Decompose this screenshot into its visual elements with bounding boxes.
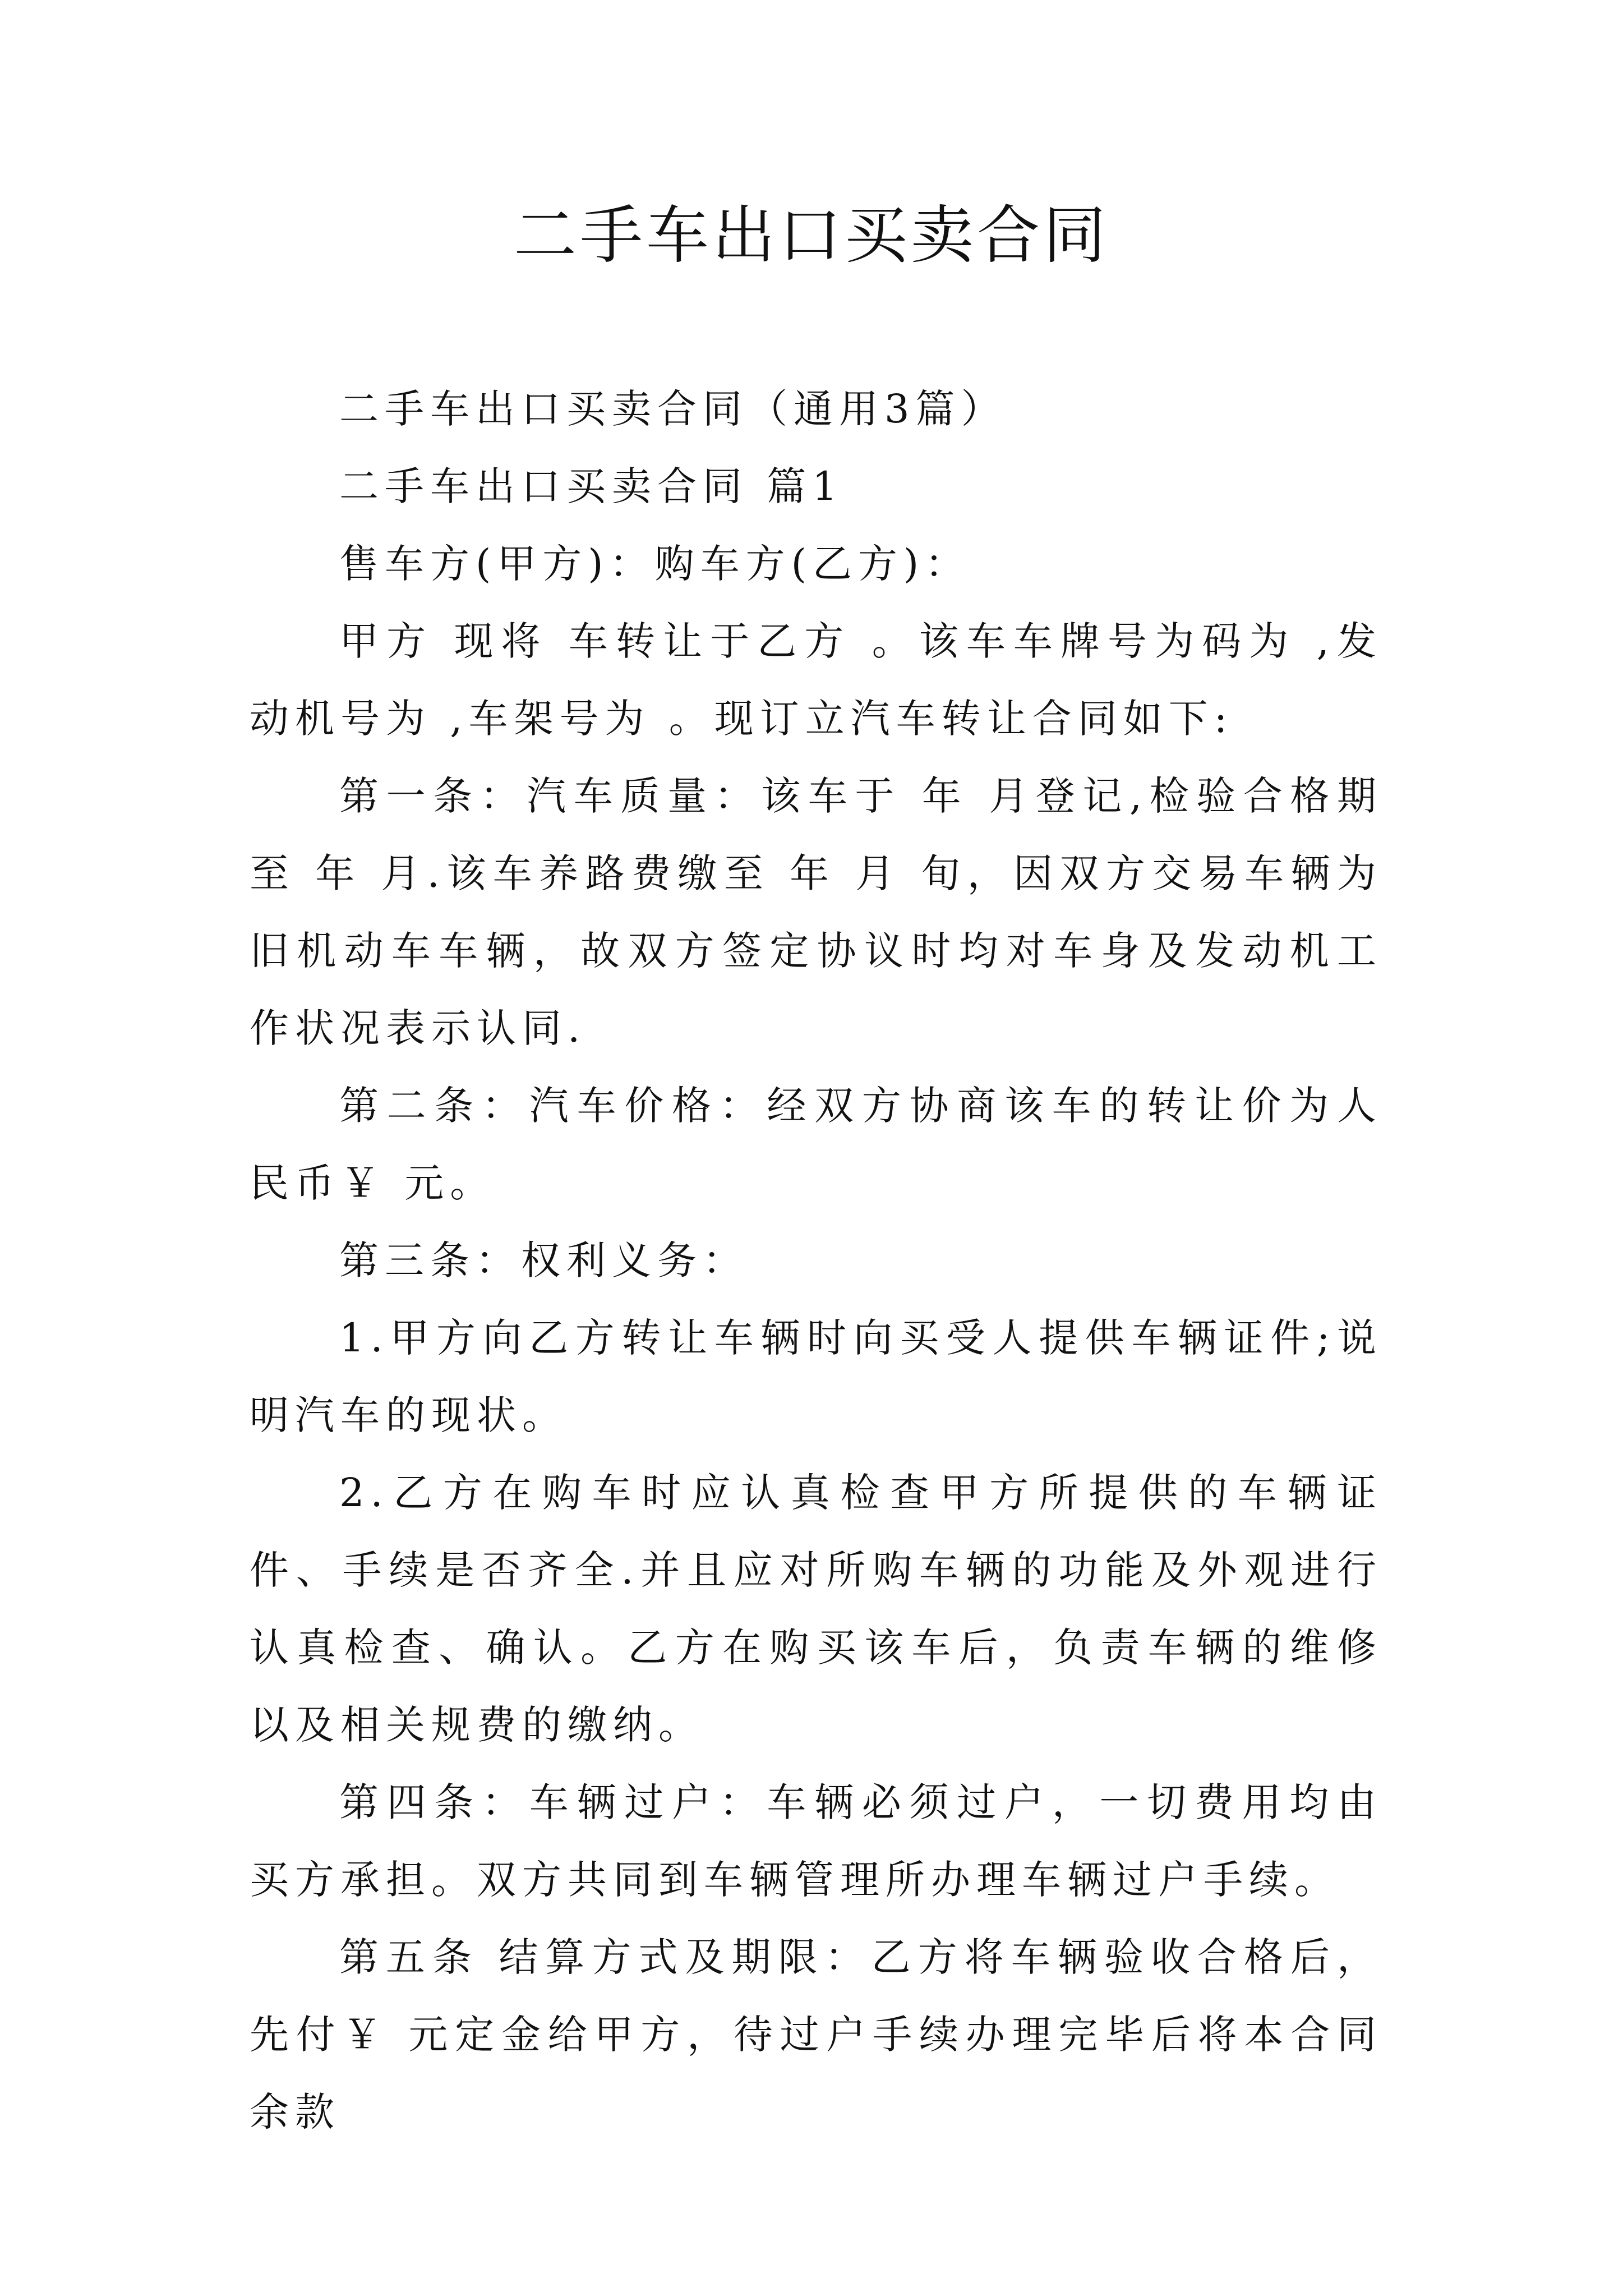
paragraph-item-2: 2.乙方在购车时应认真检查甲方所提供的车辆证件、手续是否齐全.并且应对所购车辆的功能及外观进行认真检查、确认。乙方在购买该车后，负责车辆的维修以及相关规费的缴纳。 [250,1470,1382,1748]
paragraph-article-3: 第三条：权利义务： [339,1237,748,1283]
paragraph-article-5: 第五条 结算方式及期限：乙方将车辆验收合格后，先付￥ 元定金给甲方，待过户手续办理完毕后将本合同余款 [250,1934,1382,2135]
paragraph-article-4: 第四条：车辆过户：车辆必须过户，一切费用均由买方承担。双方共同到车辆管理所办理车辆过户手续。 [250,1779,1382,1903]
paragraph-subtitle: 二手车出口买卖合同（通用3篇） [339,386,1007,432]
paragraph-parties: 售车方(甲方)：购车方(乙方)： [339,541,971,587]
paragraph-article-2: 第二条：汽车价格：经双方协商该车的转让价为人民币￥ 元。 [250,1083,1382,1206]
paragraph-intro: 甲方 现将 车转让于乙方 。该车车牌号为码为 ,发动机号为 ,车架号为 。现订立汽车转让合同如下: [250,618,1382,742]
paragraph-item-1: 1.甲方向乙方转让车辆时向买受人提供车辆证件;说明汽车的现状。 [250,1315,1382,1438]
document-body [250,370,1382,2151]
paragraph-article-1: 第一条：汽车质量：该车于 年 月登记,检验合格期至 年 月.该车养路费缴至 年 月 旬，因双方交易车辆为旧机动车车辆，故双方签定协议时均对车身及发动机工作状况表示认同. [250,773,1382,1051]
paragraph-section-heading: 二手车出口买卖合同 篇1 [339,463,843,509]
document-title: 二手车出口买卖合同 [514,199,1109,272]
